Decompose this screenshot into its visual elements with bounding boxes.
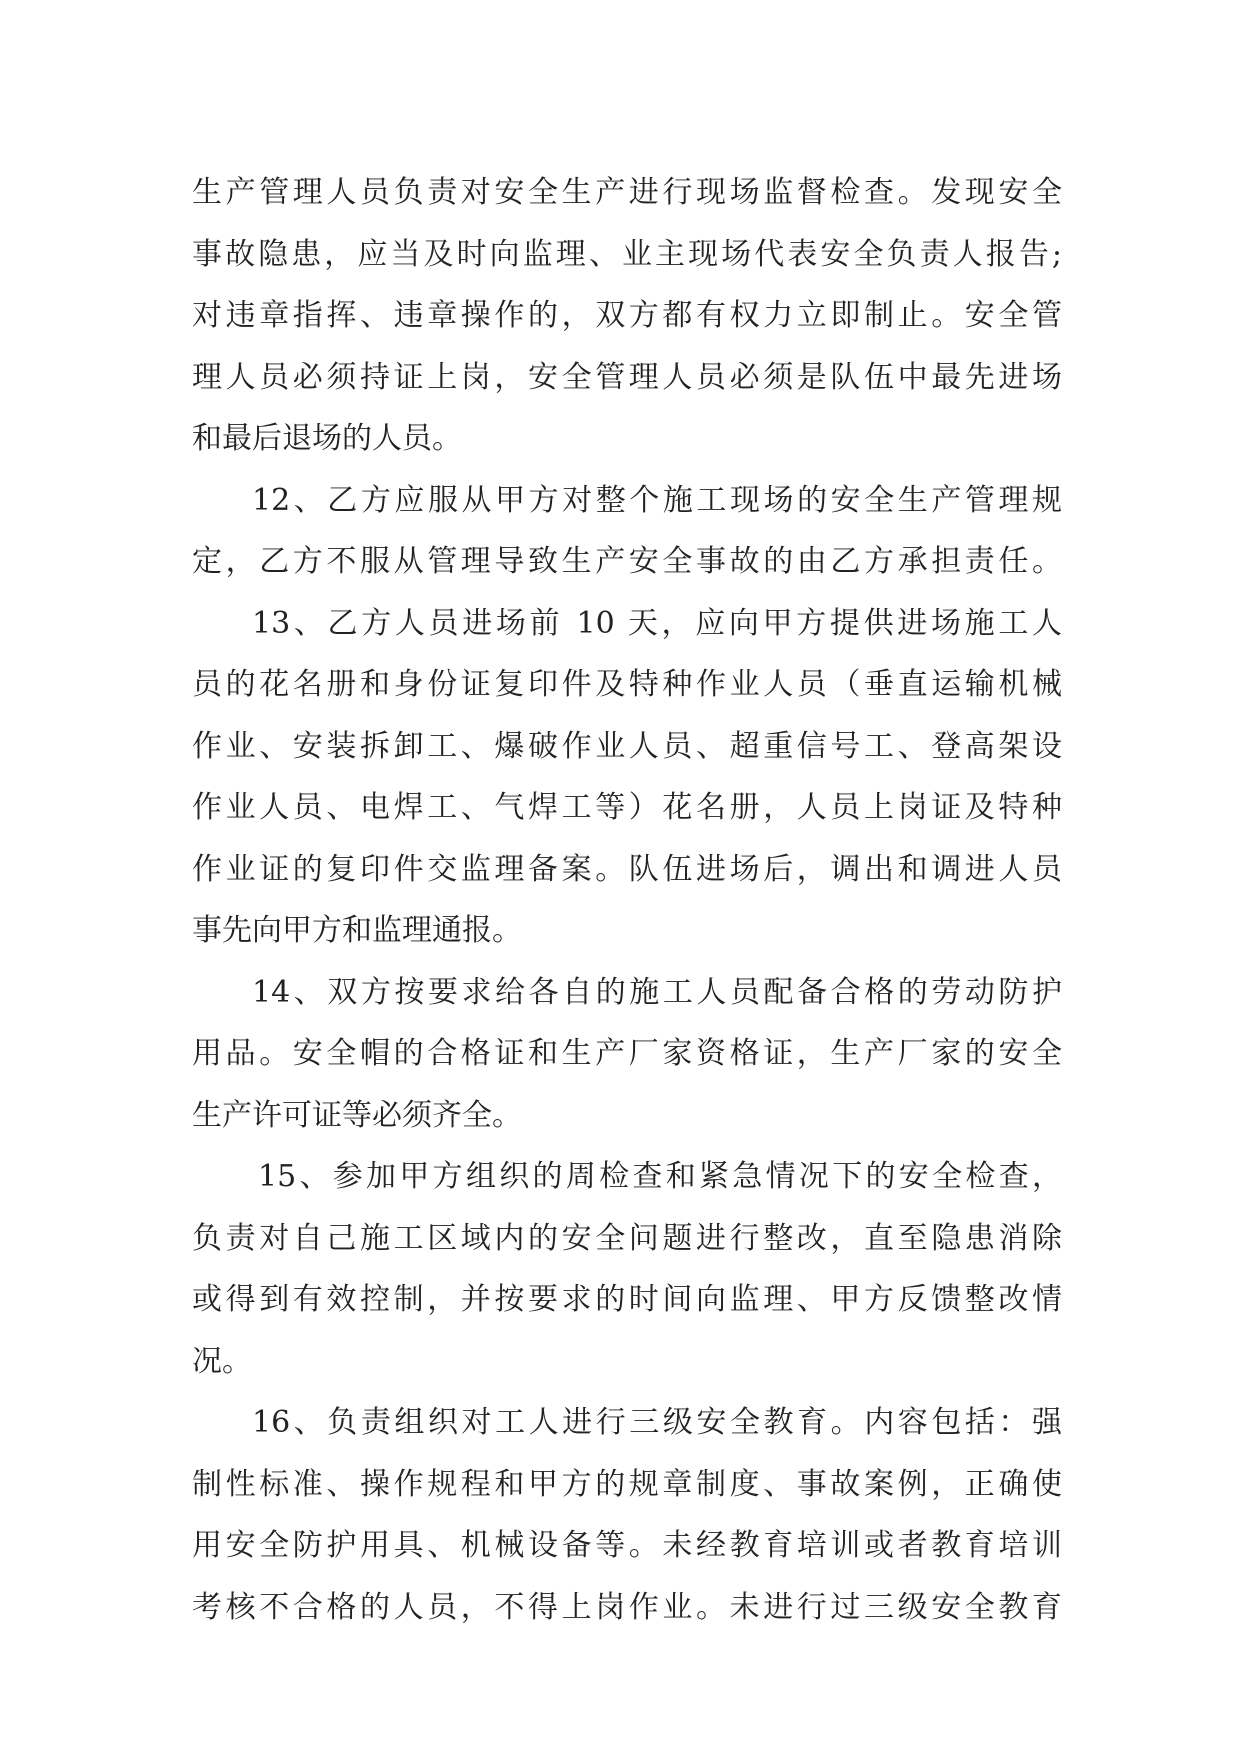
text-line: 理人员必须持证上岗，安全管理人员必须是队伍中最先进场 [192, 359, 1062, 395]
text-line: 事先向甲方和监理通报。 [192, 913, 522, 948]
text-line: 定，乙方不服从管理导致生产安全事故的由乙方承担责任。 [192, 544, 1062, 579]
text-line: 作业人员、电焊工、气焊工等）花名册，人员上岗证及特种 [192, 790, 1062, 825]
paragraph-12-start: 12、乙方应服从甲方对整个施工现场的安全生产管理规 [252, 482, 1062, 518]
text-line: 负责对自己施工区域内的安全问题进行整改，直至隐患消除 [192, 1220, 1062, 1256]
text-line: 况。 [192, 1343, 252, 1379]
text-line: 员的花名册和身份证复印件及特种作业人员（垂直运输机械 [192, 667, 1062, 702]
text-line: 和最后退场的人员。 [192, 421, 462, 456]
text-line: 用品。安全帽的合格证和生产厂家资格证，生产厂家的安全 [192, 1036, 1062, 1071]
text-line: 考核不合格的人员，不得上岗作业。未进行过三级安全教育 [192, 1589, 1062, 1625]
text-line: 生产管理人员负责对安全生产进行现场监督检查。发现安全 [192, 175, 1062, 210]
text-line: 对违章指挥、违章操作的，双方都有权力立即制止。安全管 [192, 298, 1062, 333]
document-body [192, 162, 1062, 1638]
text-line: 生产许可证等必须齐全。 [192, 1097, 522, 1133]
text-line: 制性标准、操作规程和甲方的规章制度、事故案例，正确使 [192, 1466, 1062, 1502]
paragraph-14-start: 14、双方按要求给各自的施工人员配备合格的劳动防护 [252, 974, 1062, 1010]
text-line: 作业、安装拆卸工、爆破作业人员、超重信号工、登高架设 [192, 728, 1062, 764]
paragraph-13-start: 13、乙方人员进场前 10 天，应向甲方提供进场施工人 [252, 605, 1062, 641]
text-line: 或得到有效控制，并按要求的时间向监理、甲方反馈整改情 [192, 1282, 1062, 1317]
text-line: 作业证的复印件交监理备案。队伍进场后，调出和调进人员 [192, 851, 1062, 887]
paragraph-16-start: 16、负责组织对工人进行三级安全教育。内容包括：强 [252, 1405, 1062, 1440]
text-line: 事故隐患，应当及时向监理、业主现场代表安全负责人报告; [192, 236, 1062, 272]
paragraph-15-start: 15、参加甲方组织的周检查和紧急情况下的安全检查， [258, 1159, 1062, 1194]
text-line: 用安全防护用具、机械设备等。未经教育培训或者教育培训 [192, 1528, 1062, 1563]
